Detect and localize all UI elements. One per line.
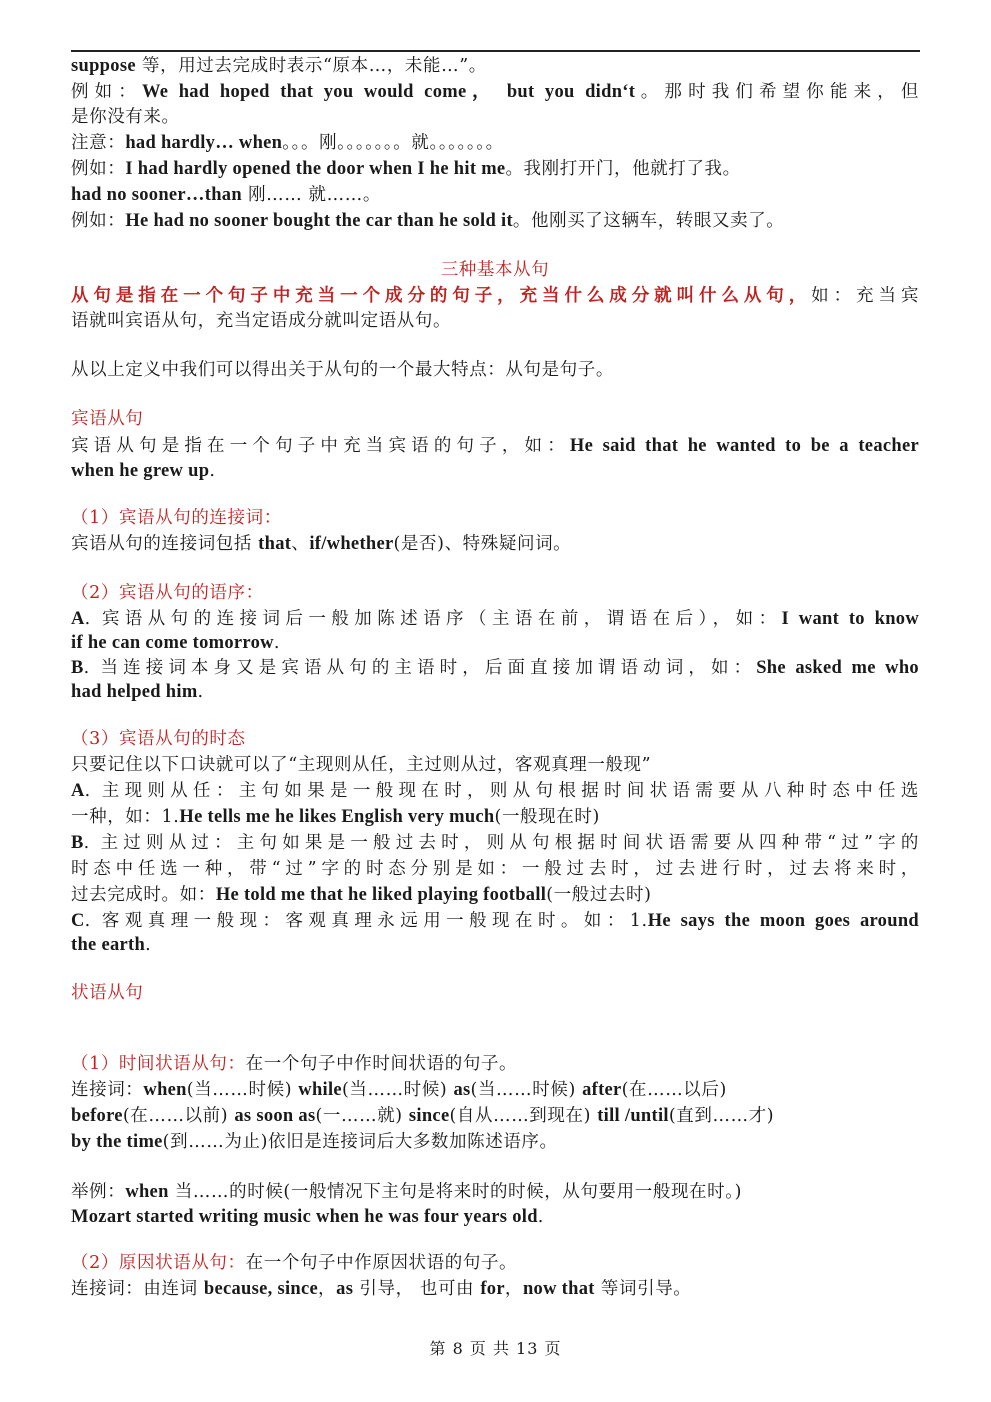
text-line xyxy=(71,183,919,207)
text-segment: 。。。刚。。。。。。。就。。。。。。。 xyxy=(282,133,504,153)
english-text: while xyxy=(298,1080,342,1100)
text-segment: 只要记住以下口诀就可以了“主现则从任，主过则从过，客观真理一般现” xyxy=(71,755,652,775)
text-line xyxy=(71,1078,919,1102)
text-line xyxy=(71,1052,919,1076)
text-segment: (当……时候) xyxy=(470,1080,583,1100)
text-segment: . xyxy=(197,682,204,702)
english-text: He had no sooner bought the car than he sold it xyxy=(125,211,513,231)
text-segment: . 主过则从过：主句如果是一般过去时，则从句根据时间状语需要从四种带“过”字的 xyxy=(83,833,919,853)
english-text: had no sooner…than xyxy=(71,185,242,205)
english-text: C xyxy=(71,911,85,931)
text-segment: . 当连接词本身又是宾语从句的主语时，后面直接加谓语动词，如： xyxy=(83,658,757,678)
header-rule xyxy=(71,50,920,52)
text-line xyxy=(71,753,919,777)
english-text: if he can come tomorrow xyxy=(71,633,274,653)
text-segment: . 主现则从任：主句如果是一般现在时，则从句根据时间状语需要从八种时态中任选 xyxy=(84,781,919,801)
english-text: if/whether xyxy=(309,534,394,554)
text-segment: 从以上定义中我们可以得出关于从句的一个最大特点：从句是句子。 xyxy=(71,360,614,380)
text-segment: (到……为止)依旧是连接词后大多数加陈述语序。 xyxy=(162,1132,558,1152)
text-segment: 例如： xyxy=(71,159,126,179)
text-line xyxy=(71,209,919,233)
text-line xyxy=(71,284,919,308)
text-segment: 在一个句子中作原因状语的句子。 xyxy=(245,1253,518,1273)
text-segment: 。他刚买了这辆车，转眼又卖了。 xyxy=(512,211,785,231)
text-segment: 连接词：由连词 xyxy=(71,1279,204,1299)
text-segment: 。那时我们希望你能来，但 xyxy=(635,82,919,102)
english-text: suppose xyxy=(71,56,136,76)
english-text: had hardly… when xyxy=(125,133,283,153)
text-segment: 等词引导。 xyxy=(594,1279,692,1299)
text-line xyxy=(71,54,919,78)
text-segment: 一种，如：1. xyxy=(71,807,180,827)
text-segment: 引导， 也可由 xyxy=(353,1279,481,1299)
text-segment: . 客观真理一般现：客观真理永远用一般现在时。如：1. xyxy=(84,911,648,931)
text-line xyxy=(71,309,919,333)
text-line xyxy=(71,532,919,556)
text-segment: 过去完成时。如： xyxy=(71,885,216,905)
text-segment: (是否)、特殊疑问词。 xyxy=(393,534,572,554)
english-text: that xyxy=(258,534,292,554)
text-line xyxy=(71,933,919,957)
text-line xyxy=(71,1104,919,1128)
text-segment: 在一个句子中作时间状语的句子。 xyxy=(245,1054,518,1074)
english-text: when he grew up xyxy=(71,461,210,481)
text-line xyxy=(71,779,919,803)
text-line xyxy=(71,805,919,829)
text-segment: (一……就) xyxy=(315,1106,409,1126)
text-segment: 举例： xyxy=(71,1182,126,1202)
text-segment: ， xyxy=(318,1279,337,1299)
text-line xyxy=(71,506,919,530)
text-line xyxy=(71,981,919,1005)
text-segment: . xyxy=(145,935,152,955)
english-text: now that xyxy=(522,1279,595,1299)
text-line xyxy=(71,909,919,933)
text-line xyxy=(71,831,919,855)
text-segment: (在……以前) xyxy=(122,1106,235,1126)
text-segment: (直到……才) xyxy=(668,1106,775,1126)
text-line xyxy=(71,727,919,751)
heading-text: （3）宾语从句的时态 xyxy=(71,729,246,749)
text-segment: 注意： xyxy=(71,133,126,153)
heading-text: （1）宾语从句的连接词： xyxy=(71,508,282,528)
english-text: the earth xyxy=(71,935,146,955)
english-text: I had hardly opened the door when I he hit me xyxy=(125,159,506,179)
english-text: A xyxy=(71,609,85,629)
section-title xyxy=(71,258,919,282)
heading-text: 宾语从句 xyxy=(71,409,144,429)
text-line xyxy=(71,1251,919,1275)
english-text: by the time xyxy=(71,1132,163,1152)
text-line xyxy=(71,157,919,181)
english-text: since xyxy=(408,1106,450,1126)
text-line xyxy=(71,680,919,704)
heading-text: 状语从句 xyxy=(71,983,144,1003)
english-text: when xyxy=(125,1182,169,1202)
text-segment: 刚…… 就……。 xyxy=(241,185,381,205)
english-text: as xyxy=(453,1080,471,1100)
english-text: as soon as xyxy=(234,1106,316,1126)
english-text: I want to know xyxy=(781,609,919,629)
text-line xyxy=(71,1205,919,1229)
text-line xyxy=(71,131,919,155)
text-segment: 如：充当宾 xyxy=(811,286,919,306)
text-segment: 。我刚打开门，他就打了我。 xyxy=(505,159,741,179)
english-text: He says the moon goes around xyxy=(647,911,919,931)
english-text: when xyxy=(143,1080,187,1100)
english-text: till /until xyxy=(597,1106,669,1126)
text-segment: 例如： xyxy=(71,211,126,231)
text-segment: 连接词： xyxy=(71,1080,144,1100)
text-segment: (一般现在时) xyxy=(494,807,600,827)
text-segment: (在……以后) xyxy=(621,1080,727,1100)
text-line xyxy=(71,358,919,382)
text-segment: 例如： xyxy=(71,82,142,102)
text-line xyxy=(71,883,919,907)
text-line xyxy=(71,1180,919,1204)
english-text: for xyxy=(480,1279,505,1299)
text-line xyxy=(71,607,919,631)
text-segment: . xyxy=(209,461,216,481)
english-text: He tells me he likes English very much xyxy=(179,807,495,827)
heading-text: 三种基本从句 xyxy=(440,260,550,280)
english-text: We had hoped that you would come， but you didn‘t xyxy=(141,82,636,102)
text-line xyxy=(71,105,919,129)
page-footer: 第 8 页 共 13 页 xyxy=(429,1339,562,1358)
text-segment: (当……时候) xyxy=(341,1080,454,1100)
text-segment: (一般过去时) xyxy=(546,885,652,905)
text-line xyxy=(71,407,919,431)
heading-text: 从句是指在一个句子中充当一个成分的句子，充当什么成分就叫什么从句， xyxy=(71,286,812,306)
text-segment: 时态中任选一种，带“过”字的时态分别是如：一般过去时，过去进行时，过去将来时， xyxy=(71,859,919,879)
text-line xyxy=(71,1277,919,1301)
english-text: B xyxy=(71,658,84,678)
text-segment: 语就叫宾语从句，充当定语成分就叫定语从句。 xyxy=(71,311,452,331)
english-text: had helped him xyxy=(71,682,198,702)
text-segment: . xyxy=(273,633,280,653)
text-segment: ， xyxy=(504,1279,523,1299)
english-text: before xyxy=(71,1106,123,1126)
text-line xyxy=(71,631,919,655)
text-segment: 宾语从句是指在一个句子中充当宾语的句子，如： xyxy=(71,436,570,456)
english-text: B xyxy=(71,833,84,853)
text-line xyxy=(71,434,919,458)
english-text: as xyxy=(336,1279,354,1299)
text-segment: 等，用过去完成时表示“原本…，未能…”。 xyxy=(135,56,487,76)
text-line xyxy=(71,1130,919,1154)
text-segment: 是你没有来。 xyxy=(71,107,180,127)
text-segment: 当……的时候(一般情况下主句是将来时的时候，从句要用一般现在时。) xyxy=(168,1182,743,1202)
heading-text: （2）宾语从句的语序： xyxy=(71,583,264,603)
heading-text: （2）原因状语从句： xyxy=(71,1253,246,1273)
text-segment: 、 xyxy=(291,534,310,554)
text-segment: . xyxy=(537,1207,544,1227)
english-text: because, since xyxy=(203,1279,319,1299)
text-line xyxy=(71,656,919,680)
text-line xyxy=(71,459,919,483)
english-text: after xyxy=(582,1080,622,1100)
english-text: She asked me who xyxy=(756,658,919,678)
text-segment: (自从……到现在) xyxy=(449,1106,598,1126)
english-text: He told me that he liked playing football xyxy=(215,885,547,905)
text-line xyxy=(71,857,919,881)
english-text: A xyxy=(71,781,85,801)
text-line xyxy=(71,581,919,605)
english-text: He said that he wanted to be a teacher xyxy=(569,436,919,456)
english-text: Mozart started writing music when he was four years old xyxy=(71,1207,538,1227)
text-segment: . 宾语从句的连接词后一般加陈述语序（主语在前，谓语在后），如： xyxy=(84,609,782,629)
heading-text: （1）时间状语从句： xyxy=(71,1054,246,1074)
text-segment: (当……时候) xyxy=(186,1080,299,1100)
text-line xyxy=(71,80,919,104)
text-segment: 宾语从句的连接词包括 xyxy=(71,534,259,554)
